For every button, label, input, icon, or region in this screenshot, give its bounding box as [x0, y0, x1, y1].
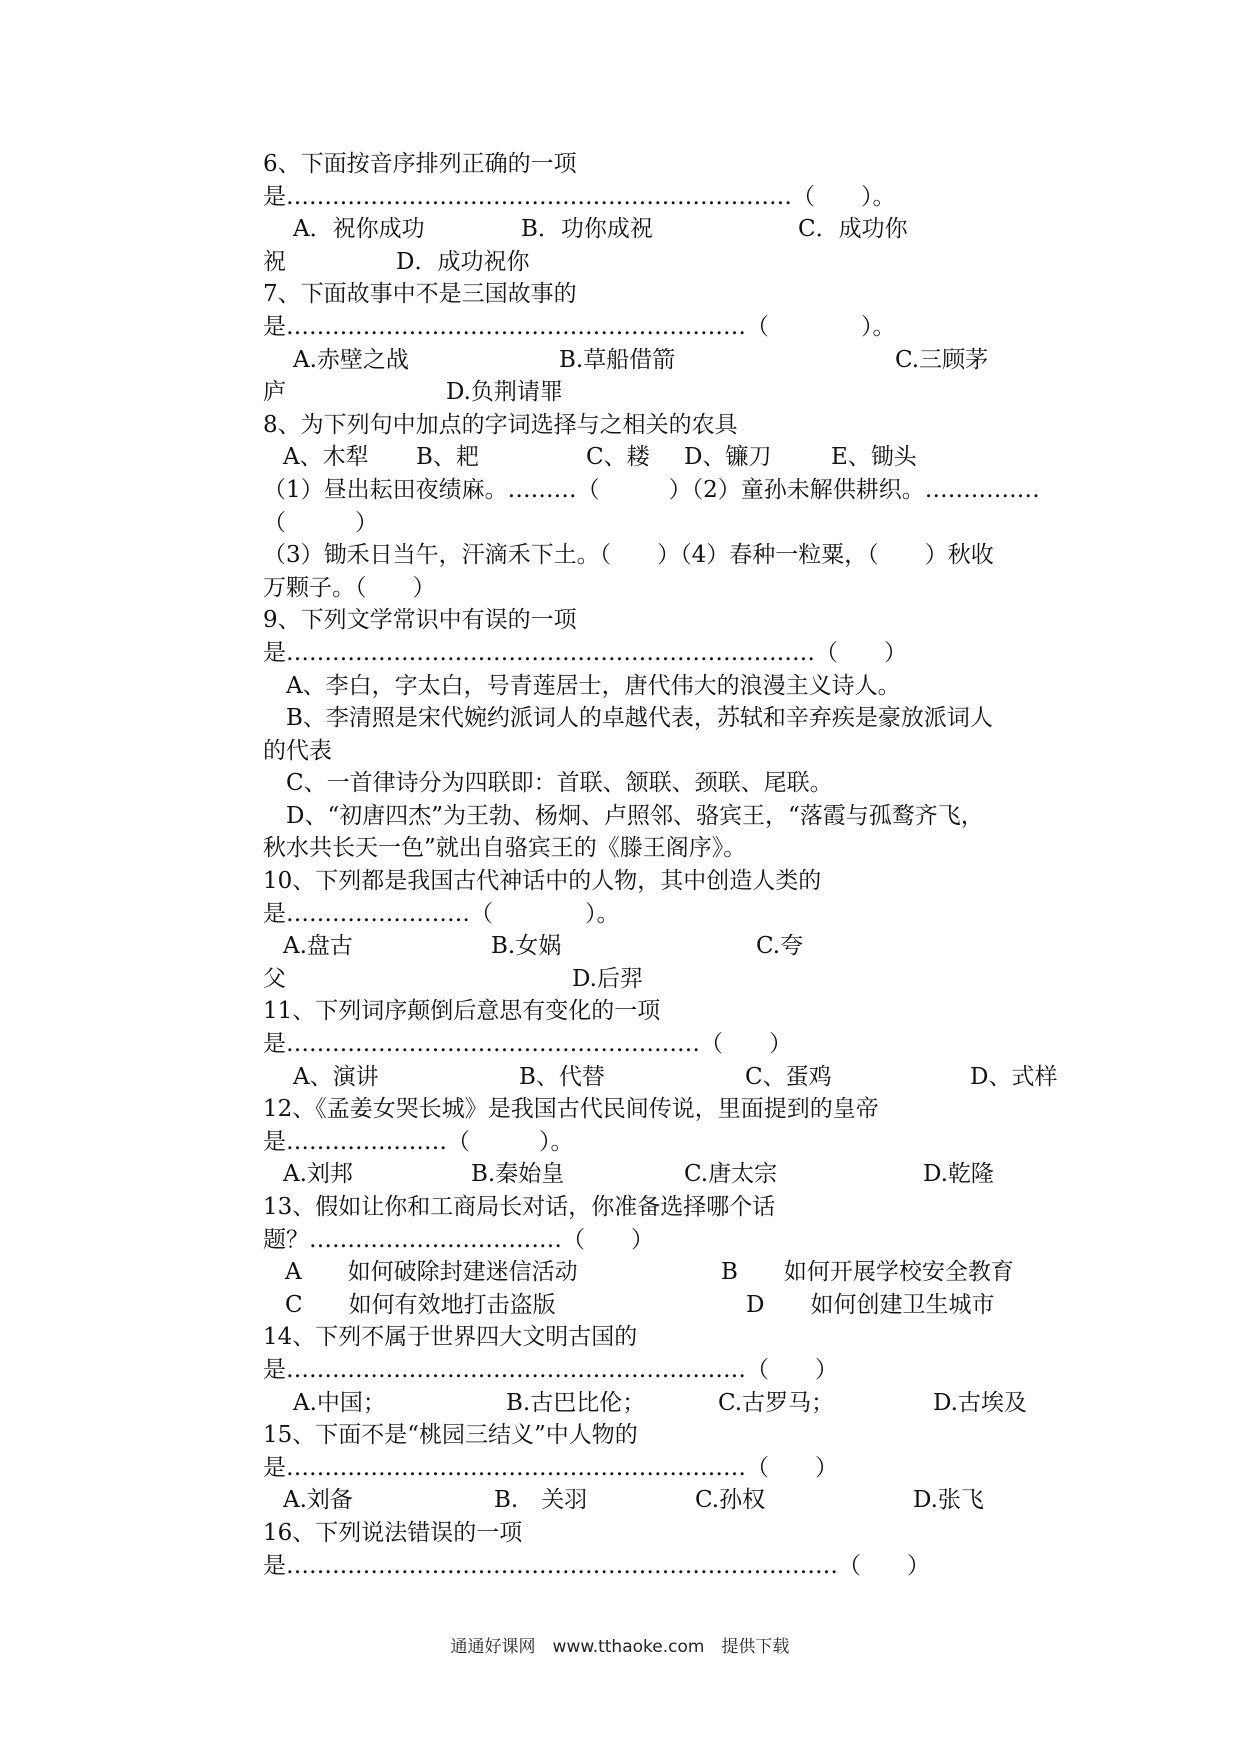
- answer-option: D、式样: [970, 1063, 1058, 1090]
- answer-option: 祝: [263, 248, 286, 275]
- text-line: [263, 246, 1063, 279]
- answer-option: C.唐太宗: [684, 1161, 778, 1188]
- answer-option: A.刘备: [283, 1487, 353, 1514]
- text-line: [263, 1158, 1063, 1191]
- text-line: [263, 1256, 1063, 1289]
- answer-option: D 如何创建卫生城市: [746, 1291, 995, 1318]
- text-line: 9、下列文学常识中有误的一项: [263, 607, 577, 634]
- answer-option: A.中国；: [293, 1389, 386, 1416]
- answer-option: D.张飞: [913, 1487, 984, 1514]
- answer-option: C．成功你: [798, 216, 908, 243]
- text-line: B、李清照是宋代婉约派词人的卓越代表，苏轼和辛弃疾是豪放派词人: [263, 705, 993, 732]
- text-line: [263, 1387, 1063, 1420]
- text-line: 是……………………………………………………（ ）。: [263, 313, 896, 340]
- answer-option: B. 关羽: [494, 1487, 588, 1514]
- answer-option: A.赤壁之战: [293, 346, 409, 373]
- text-line: [263, 344, 1063, 377]
- text-line: 14、下列不属于世界四大文明古国的: [263, 1324, 638, 1351]
- text-line: 8、为下列句中加点的字词选择与之相关的农具: [263, 411, 738, 438]
- text-line: [263, 376, 1063, 409]
- answer-option: C.孙权: [695, 1487, 766, 1514]
- answer-option: B 如何开展学校安全教育: [721, 1259, 1014, 1286]
- answer-option: A．祝你成功: [293, 216, 425, 243]
- answer-option: B.草船借箭: [559, 346, 676, 373]
- answer-option: A、木犁: [283, 444, 369, 471]
- text-line: 是……………………（ ）。: [263, 900, 620, 927]
- text-line: 是…………………（ ）。: [263, 1128, 574, 1155]
- answer-option: E、锄头: [831, 444, 917, 471]
- text-line: 10、下列都是我国古代神话中的人物，其中创造人类的: [263, 868, 822, 895]
- answer-option: 庐: [263, 379, 286, 406]
- text-line: 12、《孟姜女哭长城》是我国古代民间传说，里面提到的皇帝: [263, 1096, 879, 1123]
- text-line: A、李白，字太白，号青莲居士，唐代伟大的浪漫主义诗人。: [263, 672, 901, 699]
- text-line: 题？……………………………（ ）: [263, 1226, 654, 1253]
- text-line: 13、假如让你和工商局长对话，你准备选择哪个话: [263, 1194, 776, 1220]
- text-line: 是………………………………………………（ ）: [263, 1031, 792, 1058]
- answer-option: B、耙: [416, 444, 479, 471]
- text-line: 15、下面不是“桃园三结义”中人物的: [263, 1422, 638, 1449]
- answer-option: D.古埃及: [933, 1389, 1027, 1416]
- text-line: 是……………………………………………………………（ ）: [263, 639, 907, 666]
- answer-option: B、代替: [519, 1063, 605, 1090]
- answer-option: B．功你成祝: [521, 216, 653, 243]
- answer-option: A.盘古: [283, 933, 353, 960]
- text-line: 11、下列词序颠倒后意思有变化的一项: [263, 998, 661, 1025]
- question-list: [263, 148, 1063, 1582]
- answer-option: C、耧: [586, 444, 650, 471]
- answer-option: A.刘邦: [283, 1161, 353, 1188]
- text-line: 是………………………………………………………………（ ）: [263, 1552, 930, 1579]
- text-line: 6、下面按音序排列正确的一项: [263, 151, 577, 177]
- text-line: （1）昼出耘田夜绩麻。………（ ）（2）童孙未解供耕织。……………: [263, 476, 1040, 503]
- answer-option: A 如何破除封建迷信活动: [285, 1259, 578, 1286]
- text-line: 秋水共长天一色”就出自骆宾王的《滕王阁序》。: [263, 835, 747, 862]
- answer-option: B.秦始皇: [471, 1161, 565, 1188]
- answer-option: C.三顾茅: [895, 346, 989, 373]
- text-line: [263, 213, 1063, 246]
- text-line: [263, 930, 1063, 963]
- text-line: 是…………………………………………………………（ ）。: [263, 183, 896, 210]
- text-line: （3）锄禾日当午，汗滴禾下土。（ ）（4）春种一粒粟，（ ）秋收: [263, 542, 994, 569]
- text-line: 16、下列说法错误的一项: [263, 1519, 523, 1546]
- text-line: [263, 1289, 1063, 1322]
- text-line: （ ）: [263, 509, 378, 536]
- answer-option: D、镰刀: [684, 444, 772, 471]
- text-line: [263, 1061, 1063, 1094]
- text-line: 的代表: [263, 737, 332, 764]
- answer-option: 父: [263, 965, 286, 992]
- text-line: 7、下面故事中不是三国故事的: [263, 281, 577, 308]
- answer-option: C.古罗马；: [718, 1389, 835, 1416]
- answer-option: B.女娲: [491, 933, 562, 960]
- text-line: D、“初唐四杰”为王勃、杨炯、卢照邻、骆宾王，“落霞与孤鹜齐飞，: [263, 802, 984, 829]
- answer-option: C 如何有效地打击盗版: [285, 1291, 556, 1318]
- answer-option: B.古巴比伦；: [506, 1389, 646, 1416]
- answer-option: D.负荆请罪: [446, 379, 563, 406]
- text-line: [263, 963, 1063, 996]
- text-line: [263, 1484, 1063, 1517]
- answer-option: C.夸: [756, 933, 804, 960]
- answer-option: A、演讲: [293, 1063, 379, 1090]
- answer-option: D.后羿: [572, 965, 643, 992]
- text-line: 万颗子。（ ）: [263, 574, 436, 601]
- text-line: [263, 441, 1063, 474]
- page-footer: 通通好课网 www.tthaoke.com 提供下载: [450, 1637, 790, 1657]
- text-line: 是……………………………………………………（ ）: [263, 1454, 838, 1481]
- answer-option: D.乾隆: [923, 1161, 994, 1188]
- text-line: C、一首律诗分为四联即：首联、颔联、颈联、尾联。: [263, 770, 833, 797]
- answer-option: C、蛋鸡: [745, 1063, 832, 1090]
- answer-option: D．成功祝你: [396, 248, 530, 275]
- text-line: 是……………………………………………………（ ）: [263, 1356, 838, 1383]
